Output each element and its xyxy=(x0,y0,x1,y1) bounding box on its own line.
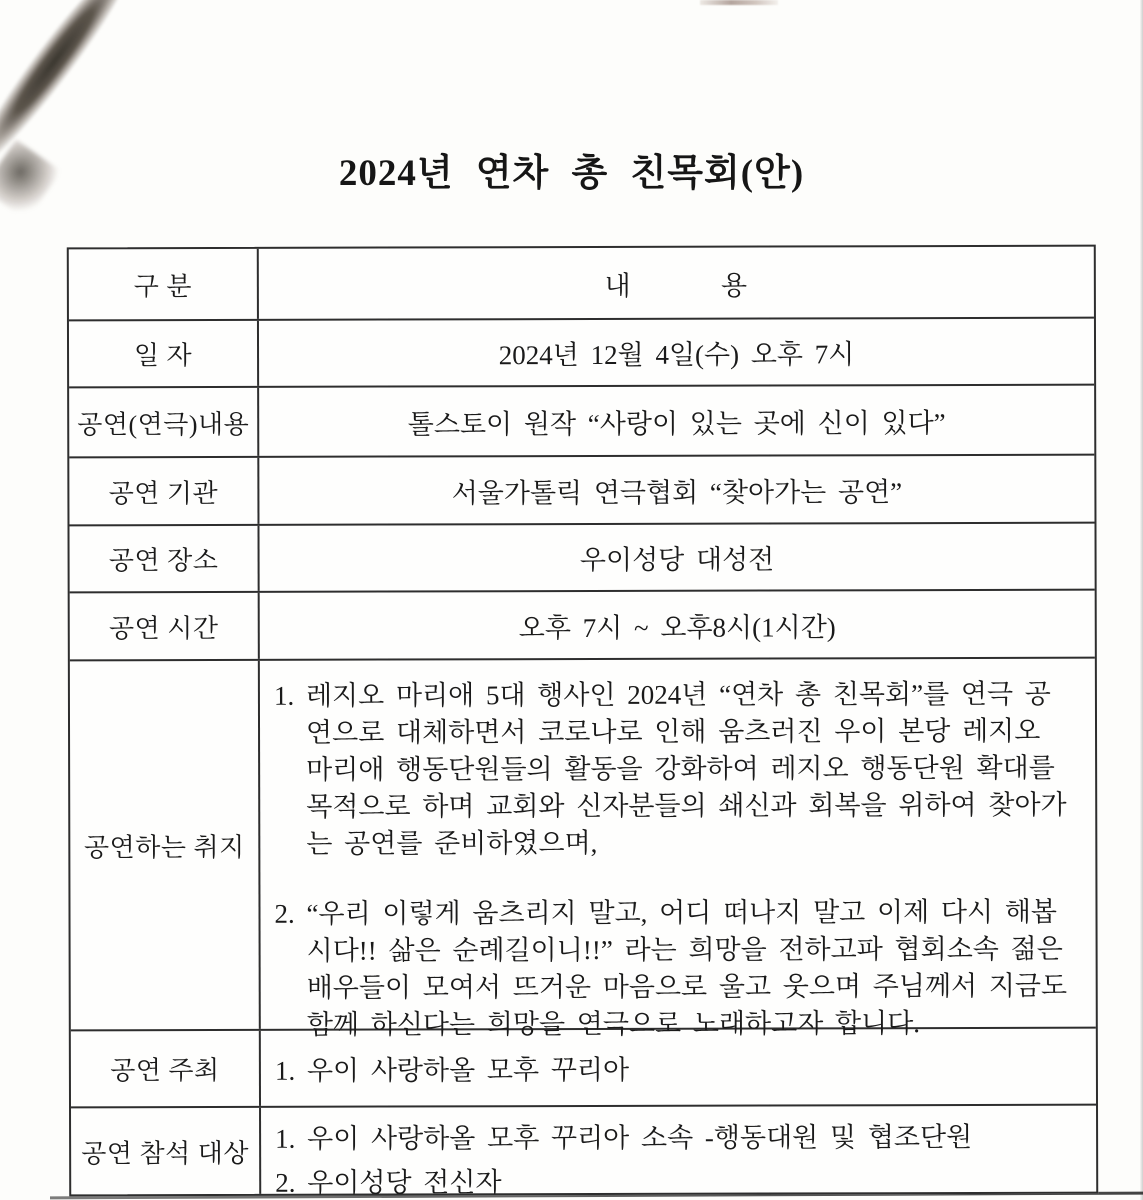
table-row-date xyxy=(69,319,1094,389)
table-row-attendees xyxy=(71,1106,1096,1198)
row-content-purpose xyxy=(260,659,1096,1040)
row-content-host: 1. 우이 사랑하올 모후 꾸리아 xyxy=(274,1054,630,1086)
attendees-line-2: 2. 우이성당 전신자 xyxy=(275,1167,502,1198)
row-content-attendees xyxy=(261,1106,1096,1198)
header-cell-content: 내 용 xyxy=(604,270,749,301)
row-label-venue: 공연 장소 xyxy=(69,526,259,591)
row-label-date: 일 자 xyxy=(69,321,259,386)
table-row-organization xyxy=(69,456,1094,527)
row-label-time: 공연 시간 xyxy=(70,593,260,659)
attendees-line-1: 1. 우이 사랑하올 모후 꾸리아 소속 -행동대원 및 협조단원 xyxy=(275,1121,973,1154)
table-row-host xyxy=(71,1029,1096,1109)
header-cell-category: 구 분 xyxy=(69,249,259,319)
row-label-host: 공연 주최 xyxy=(71,1031,261,1106)
table-row-venue xyxy=(69,524,1094,594)
table-row-purpose xyxy=(70,659,1096,1040)
document-title: 2024년 연차 총 친목회(안) xyxy=(338,153,805,194)
row-label-purpose: 공연하는 취지 xyxy=(70,661,261,1029)
event-plan-table xyxy=(67,245,1098,1197)
purpose-paragraph-2: 2. “우리 이렇게 움츠리지 말고, 어디 떠나지 말고 이제 다시 해봅시다!! 삶은 순례길이니!!” 라는 희망을 전하고파 협회소속 젊은 배우들이 모여서 뜨거운 마음으로 울고 웃으며 주님께서 지금도 함께 하신다는 희망을 연극으로 노래하고자 합니다. xyxy=(274,896,1068,1040)
row-content-organization: 서울가톨릭 연극협회 “찾아가는 공연” xyxy=(451,476,903,508)
purpose-paragraph-1: 1. 레지오 마리애 5대 행사인 2024년 “연차 총 친목회”를 연극 공연으로 대체하면서 코로나로 인해 움츠러진 우이 본당 레지오 마리애 행동단원들의 활동을 강화하여 레지오 행동단원 확대를 목적으로 하며 교회와 신자분들의 쇄신과 회복을 위하여 찾아가는 공연를 준비하였으며, xyxy=(273,678,1067,859)
table-row-time xyxy=(70,591,1095,662)
row-label-organization: 공연 기관 xyxy=(69,458,259,524)
row-label-attendees: 공연 참석 대상 xyxy=(71,1108,261,1194)
table-row-performance-content xyxy=(69,386,1094,459)
scan-top-edge-mark xyxy=(700,0,778,5)
row-label-performance-content: 공연(연극)내용 xyxy=(69,388,259,456)
row-content-date: 2024년 12월 4일(수) 오후 7시 xyxy=(498,339,855,371)
row-content-performance-content: 톨스토이 원작 “사랑이 있는 곳에 신이 있다” xyxy=(407,407,946,439)
row-content-venue: 우이성당 대성전 xyxy=(579,544,775,576)
table-header-row xyxy=(69,247,1094,322)
row-content-time: 오후 7시 ~ 오후8시(1시간) xyxy=(518,611,836,643)
